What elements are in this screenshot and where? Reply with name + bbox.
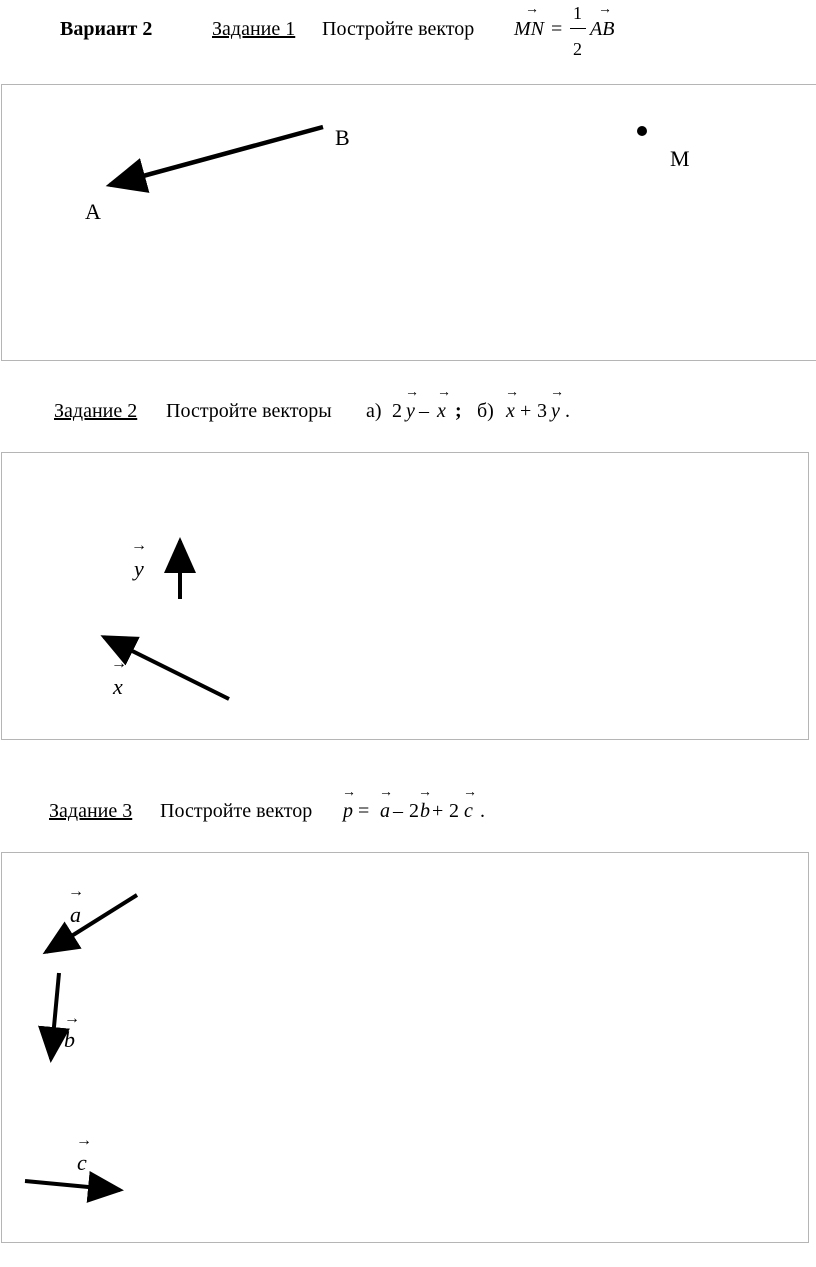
task2-text: Постройте векторы — [166, 400, 332, 422]
fig-c-label: c — [77, 1150, 87, 1175]
task2-x2-arrow-icon: → — [505, 385, 519, 400]
task2-expr-a-x: x — [437, 400, 446, 422]
task2-expr-a-op: – — [419, 400, 429, 422]
mn-arrow-icon: → — [525, 2, 539, 17]
task3-minus: – — [393, 800, 403, 822]
point-a-label: A — [85, 199, 101, 224]
task2-separator: ; — [455, 400, 462, 422]
task2-y-arrow-icon: → — [405, 385, 419, 400]
task3-p-arrow-icon: → — [342, 785, 356, 800]
task2-expr-b-y: y — [551, 400, 560, 422]
formula-numerator: 1 — [573, 3, 582, 23]
task3-label: Задание 3 — [49, 800, 133, 822]
task3-b: b — [420, 800, 430, 822]
fig-b-arrow-icon: → — [64, 1010, 80, 1027]
fig-y-arrow-icon: → — [131, 537, 147, 554]
task2-expr-a-y: y — [406, 400, 415, 422]
task1-label: Задание 1 — [212, 18, 296, 40]
task2-y2-arrow-icon: → — [550, 385, 564, 400]
task2-expr-a-coef: 2 — [392, 400, 402, 422]
task2-x-arrow-icon: → — [437, 385, 451, 400]
task2-part-a: а) — [366, 400, 382, 422]
task2-expr-b-op: + — [520, 400, 532, 422]
formula-ab: AB — [590, 18, 615, 40]
task3-c-arrow-icon: → — [463, 785, 477, 800]
task3-coef-c: 2 — [449, 800, 459, 822]
task2-end: . — [565, 400, 570, 422]
formula-eq: = — [551, 18, 563, 40]
fig-x-label: x — [113, 674, 123, 699]
task3-coef-b: 2 — [409, 800, 419, 822]
fig-y-label: y — [134, 556, 144, 581]
formula-denominator: 2 — [573, 39, 582, 59]
task1-text: Постройте вектор — [322, 18, 475, 40]
task3-b-arrow-icon: → — [418, 785, 432, 800]
fig-c-arrow-icon: → — [76, 1132, 92, 1149]
point-m — [637, 126, 647, 136]
task2-expr-b-x: x — [506, 400, 515, 422]
task2-label: Задание 2 — [54, 400, 138, 422]
formula-mn: MN — [514, 18, 544, 40]
variant-title: Вариант 2 — [60, 18, 153, 40]
fig-b-label: b — [64, 1027, 75, 1052]
fig-a-arrow-icon: → — [68, 883, 84, 900]
task3-eq: = — [358, 800, 370, 822]
task3-plus: + — [432, 800, 444, 822]
task2-expr-b-coef: 3 — [537, 400, 547, 422]
fig-x-arrow-icon: → — [111, 655, 127, 672]
task2-part-b: б) — [477, 400, 494, 422]
fig-a-label: a — [70, 902, 81, 927]
task3-text: Постройте вектор — [160, 800, 313, 822]
vector-ba — [110, 127, 323, 185]
task3-figure-box — [1, 852, 809, 1243]
task3-c: c — [464, 800, 473, 822]
task3-end: . — [480, 800, 485, 822]
task3-a: a — [380, 800, 390, 822]
ab-arrow-icon: → — [598, 2, 612, 17]
point-b-label: B — [335, 125, 350, 150]
point-m-label: M — [670, 146, 690, 171]
task3-p: p — [343, 800, 353, 822]
task3-a-arrow-icon: → — [379, 785, 393, 800]
